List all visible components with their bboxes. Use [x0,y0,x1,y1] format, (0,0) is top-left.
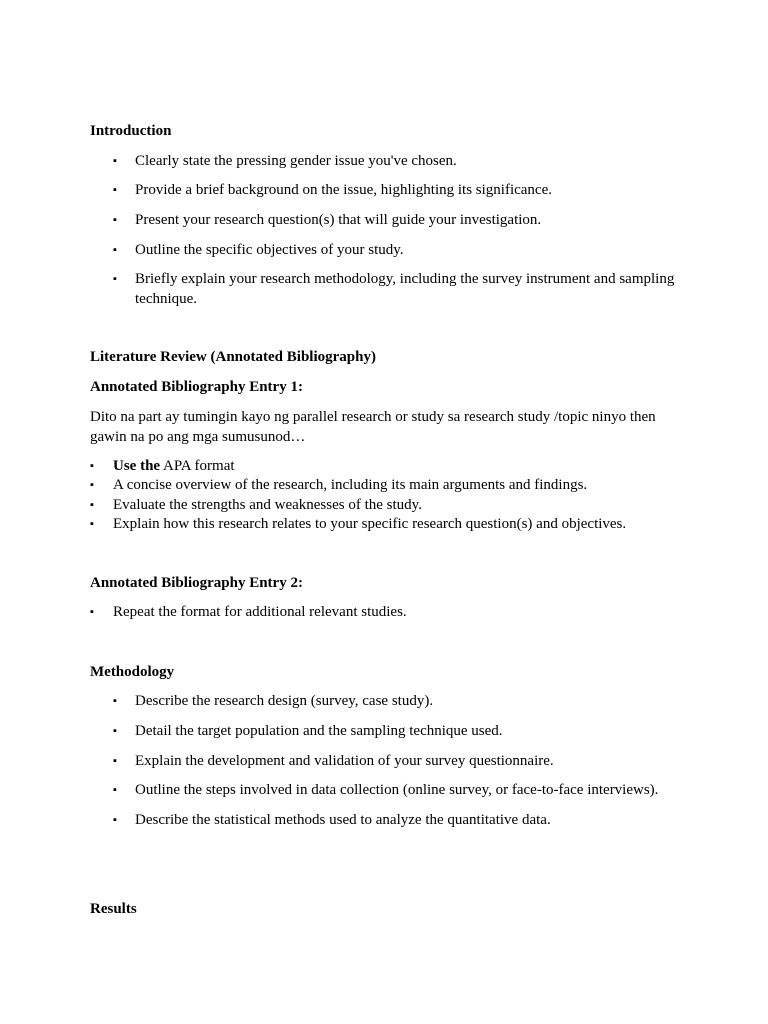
methodology-item-text: Explain the development and validation of your survey questionnaire. [135,753,554,769]
methodology-list-item [113,780,683,800]
entry1-list-item [90,514,680,534]
methodology-heading: Methodology [90,664,175,680]
square-bullet-icon: ▪ [90,518,94,530]
square-bullet-icon: ▪ [90,606,94,618]
introduction-item-text: Briefly explain your research methodology, including the survey instrument and sampling technique. [135,271,675,307]
introduction-list-item [113,269,683,309]
introduction-list-item [113,210,683,230]
square-bullet-icon: ▪ [113,725,117,737]
square-bullet-icon: ▪ [113,244,117,256]
square-bullet-icon: ▪ [113,155,117,167]
square-bullet-icon: ▪ [113,184,117,196]
introduction-item-text: Outline the specific objectives of your study. [135,242,404,258]
square-bullet-icon: ▪ [90,460,94,472]
introduction-item-text: Clearly state the pressing gender issue you've chosen. [135,153,457,169]
entry1-heading: Annotated Bibliography Entry 1: [90,379,303,395]
entry1-item-text: Evaluate the strengths and weaknesses of the study. [113,497,422,513]
entry1-list-item [90,456,680,476]
square-bullet-icon: ▪ [113,814,117,826]
introduction-list-item [113,240,683,260]
square-bullet-icon: ▪ [90,479,94,491]
entry1-paragraph: Dito na part ay tumingin kayo ng parallel research or study sa research study /topic ninyo then gawin na po ang mga sumusunod… [90,409,656,445]
square-bullet-icon: ▪ [113,214,117,226]
entry1-item-text: Explain how this research relates to your specific research question(s) and objectives. [113,516,627,532]
entry2-heading: Annotated Bibliography Entry 2: [90,575,303,591]
methodology-item-text: Outline the steps involved in data collection (online survey, or face-to-face interviews). [135,782,659,798]
introduction-item-text: Present your research question(s) that will guide your investigation. [135,212,542,228]
square-bullet-icon: ▪ [113,695,117,707]
entry1-item-text: A concise overview of the research, including its main arguments and findings. [113,477,588,493]
methodology-item-text: Describe the research design (survey, case study). [135,693,434,709]
introduction-heading: Introduction [90,123,172,139]
entry1-item-rest: APA format [160,458,235,474]
methodology-list-item [113,810,683,830]
introduction-list-item [113,180,683,200]
entry1-item-bold-prefix: Use the [113,458,161,474]
methodology-list-item [113,691,683,711]
square-bullet-icon: ▪ [90,499,94,511]
square-bullet-icon: ▪ [113,784,117,796]
entry1-list-item [90,495,680,515]
introduction-item-text: Provide a brief background on the issue, highlighting its significance. [135,182,552,198]
methodology-list-item [113,751,683,771]
literature-review-heading: Literature Review (Annotated Bibliography) [90,349,376,365]
introduction-list-item [113,151,683,171]
methodology-list-item [113,721,683,741]
entry2-list-item [90,602,680,622]
entry2-item-text: Repeat the format for additional relevant studies. [113,604,407,620]
square-bullet-icon: ▪ [113,755,117,767]
methodology-item-text: Describe the statistical methods used to analyze the quantitative data. [135,812,551,828]
methodology-item-text: Detail the target population and the sampling technique used. [135,723,503,739]
square-bullet-icon: ▪ [113,273,117,285]
entry1-item-text [113,456,680,476]
results-heading: Results [90,901,137,917]
entry1-list-item [90,475,680,495]
